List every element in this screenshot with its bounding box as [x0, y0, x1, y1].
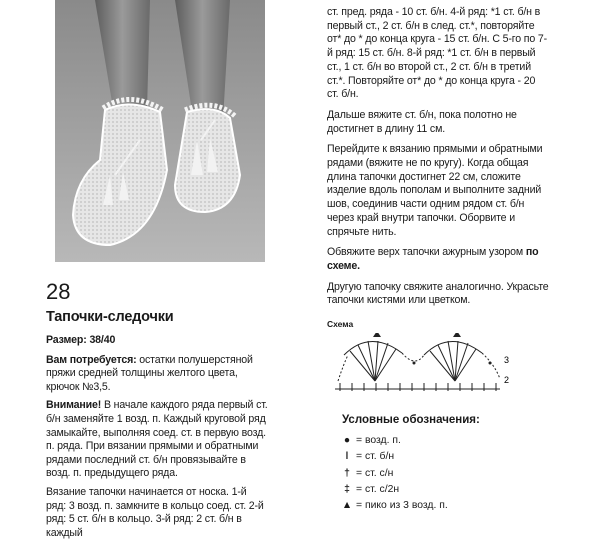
row-number-2: 2	[504, 375, 510, 385]
legend-text: = ст. с/2н	[356, 483, 400, 495]
legend-text: = возд. п.	[356, 435, 401, 446]
legend-row-sc	[340, 449, 448, 465]
chain-stitch-icon: ●	[343, 435, 351, 446]
size-label: Размер:	[46, 334, 87, 346]
legend	[340, 433, 448, 514]
materials-paragraph	[46, 354, 268, 395]
picot-icon: ▲	[341, 500, 353, 512]
attention-label: Внимание!	[46, 399, 102, 412]
legend-row-chain	[340, 433, 448, 449]
single-crochet-icon: ǀ	[345, 451, 349, 463]
legend-title: Условные обозначения:	[342, 414, 480, 426]
assembly-paragraph: Перейдите к вязанию прямыми и обратными рядами (вяжите не по кругу). Когда общая длина тапочки достигнет 22 см, сложите изделие вдоль пополам и выполните задний шов, соединив части одним рядом ст. б/н через край внутри тапочки. Оборвите и спрячьте нить.	[327, 143, 543, 238]
row-number-3: 3	[504, 355, 510, 365]
legend-text: = пико из 3 возд. п.	[356, 500, 448, 512]
size-line	[46, 334, 268, 348]
second-slipper-paragraph: Другую тапочку свяжите аналогично. Украсьте тапочки кистями или цветком.	[327, 280, 549, 307]
treble-crochet-icon: ‡	[344, 483, 350, 495]
double-crochet-icon: †	[344, 467, 350, 479]
edging-bold: по схеме.	[327, 246, 539, 272]
attention-text: В начале каждого ряда первый ст. б/н заменяйте 1 возд. п. Каждый круговой ряд замыкайте, выполняя соед. ст. в первую возд. п. ряда. При вязании прямыми и обратными рядами последний ст. б/н провязывайте в возд. п. предыдущего ряда.	[46, 399, 268, 480]
schema-label: Схема	[327, 319, 354, 329]
pattern-number: 28	[46, 279, 71, 304]
size-value: 38/40	[89, 334, 116, 346]
left-column	[46, 334, 268, 545]
legend-text: = ст. с/н	[356, 467, 394, 479]
rows-paragraph: ст. пред. ряда - 10 ст. б/н. 4-й ряд: *1 ст. б/н в первый ст., 2 ст. б/н в след. ст.*, повторяйте от* до * до конца круга - 15 ст. б/н. С 5-го по 7-й ряд: 15 ст. б/н. 8-й ряд: *1 ст. б/н в первый ст., 1 ст. б/н во второй ст., 2 ст. б/н в третий ст.*. Повторяйте от* до * до конца круга - 20 ст. б/н.	[327, 6, 548, 101]
legend-row-tr	[340, 482, 448, 498]
base-row	[340, 383, 496, 391]
length-paragraph: Дальше вяжите ст. б/н, пока полотно не достигнет в длину 11 см.	[327, 108, 517, 135]
pattern-title: Тапочки-следочки	[46, 309, 174, 325]
legend-text: = ст. б/н	[356, 451, 395, 463]
legend-row-picot	[340, 498, 448, 514]
knitting-paragraph: Вязание тапочки начинается от носка. 1-й ряд: 3 возд. п. замкните в кольцо соед. ст. 2-й ряд: 5 ст. б/н в кольцо. 3-й ряд: 2 ст. б/н в каждый	[46, 485, 264, 539]
edging-paragraph	[327, 246, 549, 273]
materials-label: Вам потребуется:	[46, 353, 137, 366]
materials-text: остатки полушерстяной пряжи средней толщины желтого цвета, крючок №3,5.	[46, 353, 253, 393]
legend-row-dc	[340, 466, 448, 482]
right-column	[327, 6, 549, 315]
crochet-schema	[330, 333, 520, 395]
attention-paragraph	[46, 399, 268, 481]
edging-text: Обвяжите верх тапочки ажурным узором	[327, 246, 524, 259]
slippers-photo	[55, 0, 265, 262]
